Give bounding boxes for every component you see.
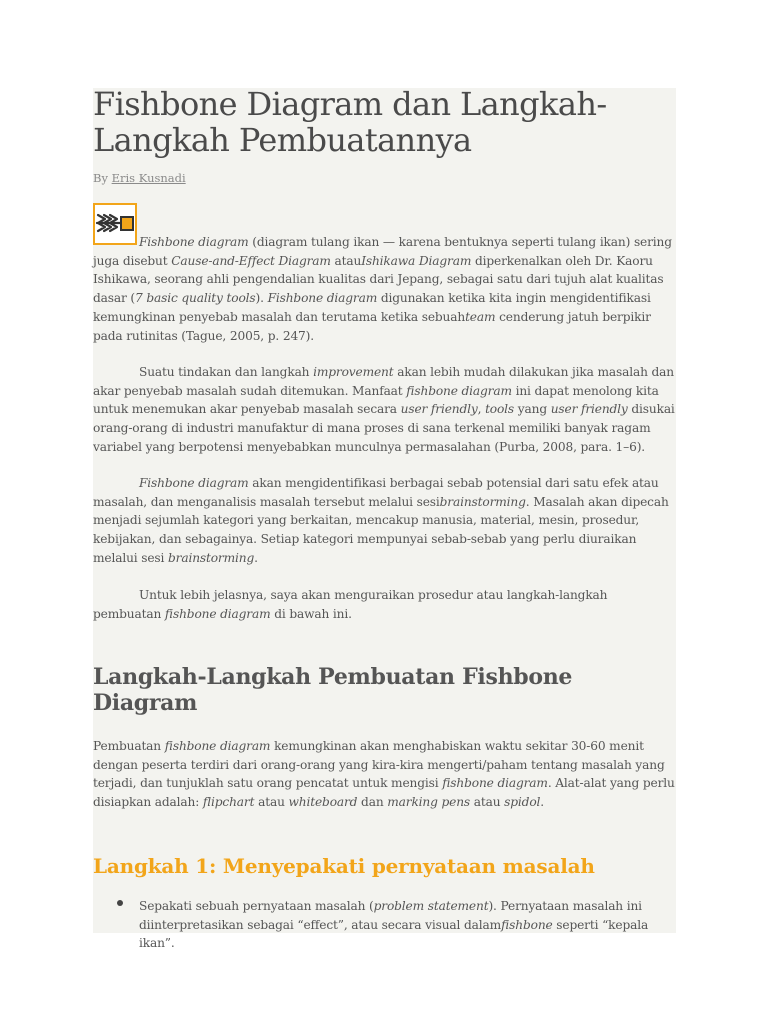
list-item: Sepakati sebuah pernyataan masalah (problem statement). Pernyataan masalah ini diinterpretasikan sebagai “effect”, atau secara visual dalamfishbone seperti “kepala ikan”. (139, 899, 649, 951)
paragraph-2: Suatu tindakan dan langkah improvement akan lebih mudah dilakukan jika masalah dan akar penyebab masalah sudah ditemukan. Manfaat fishbone diagram ini dapat menolong kita untuk menemukan akar penyebab masalah secara user friendly, tools yang user friendly disukai orang-orang di industri manufaktur di mana proses di sana terkenal memiliki banyak ragam variabel yang berpotensi menyebabkan munculnya permasalahan (Purba, 2008, para. 1–6). (93, 365, 675, 454)
by-label: By (93, 171, 108, 185)
paragraph-4: Untuk lebih jelasnya, saya akan menguraikan prosedur atau langkah-langkah pembuatan fishbone diagram di bawah ini. (93, 588, 608, 621)
byline (93, 171, 186, 185)
section-heading: Langkah-Langkah Pembuatan Fishbone Diagram (93, 664, 573, 716)
author-link[interactable]: Eris Kusnadi (111, 171, 186, 185)
paragraph-3: Fishbone diagram akan mengidentifikasi berbagai sebab potensial dari satu efek atau masalah, dan menganalisis masalah tersebut melalui sesibrainstorming. Masalah akan dipecah menjadi sejumlah kategori yang berkaitan, mencakup manusia, material, mesin, prosedur, kebijakan, dan sebagainya. Setiap kategori mempunyai sebab-sebab yang perlu diuraikan melalui sesi brainstorming. (93, 476, 669, 565)
step-1-heading: Langkah 1: Menyepakati pernyataan masalah (93, 854, 595, 878)
article-title: Fishbone Diagram dan Langkah-Langkah Pembuatannya (93, 85, 607, 159)
paragraph-5: Pembuatan fishbone diagram kemungkinan akan menghabiskan waktu sekitar 30-60 menit dengan peserta terdiri dari orang-orang yang kira-kira mengerti/paham tentang masalah yang terjadi, dan tunjuklah satu orang pencatat untuk mengisi fishbone diagram. Alat-alat yang perlu disiapkan adalah: flipchart atau whiteboard dan marking pens atau spidol. (93, 739, 675, 810)
paragraph-1: Fishbone diagram (diagram tulang ikan — karena bentuknya seperti tulang ikan) sering juga disebut Cause-and-Effect Diagram atauIshikawa Diagram diperkenalkan oleh Dr. Kaoru Ishikawa, seorang ahli pengendalian kualitas dari Jepang, sebagai satu dari tujuh alat kualitas dasar (7 basic quality tools). Fishbone diagram digunakan ketika kita ingin mengidentifikasi kemungkinan penyebab masalah dan terutama ketika sebuahteam cenderung jatuh berpikir pada rutinitas (Tague, 2005, p. 247). (93, 235, 672, 343)
bullet-icon (117, 900, 123, 906)
